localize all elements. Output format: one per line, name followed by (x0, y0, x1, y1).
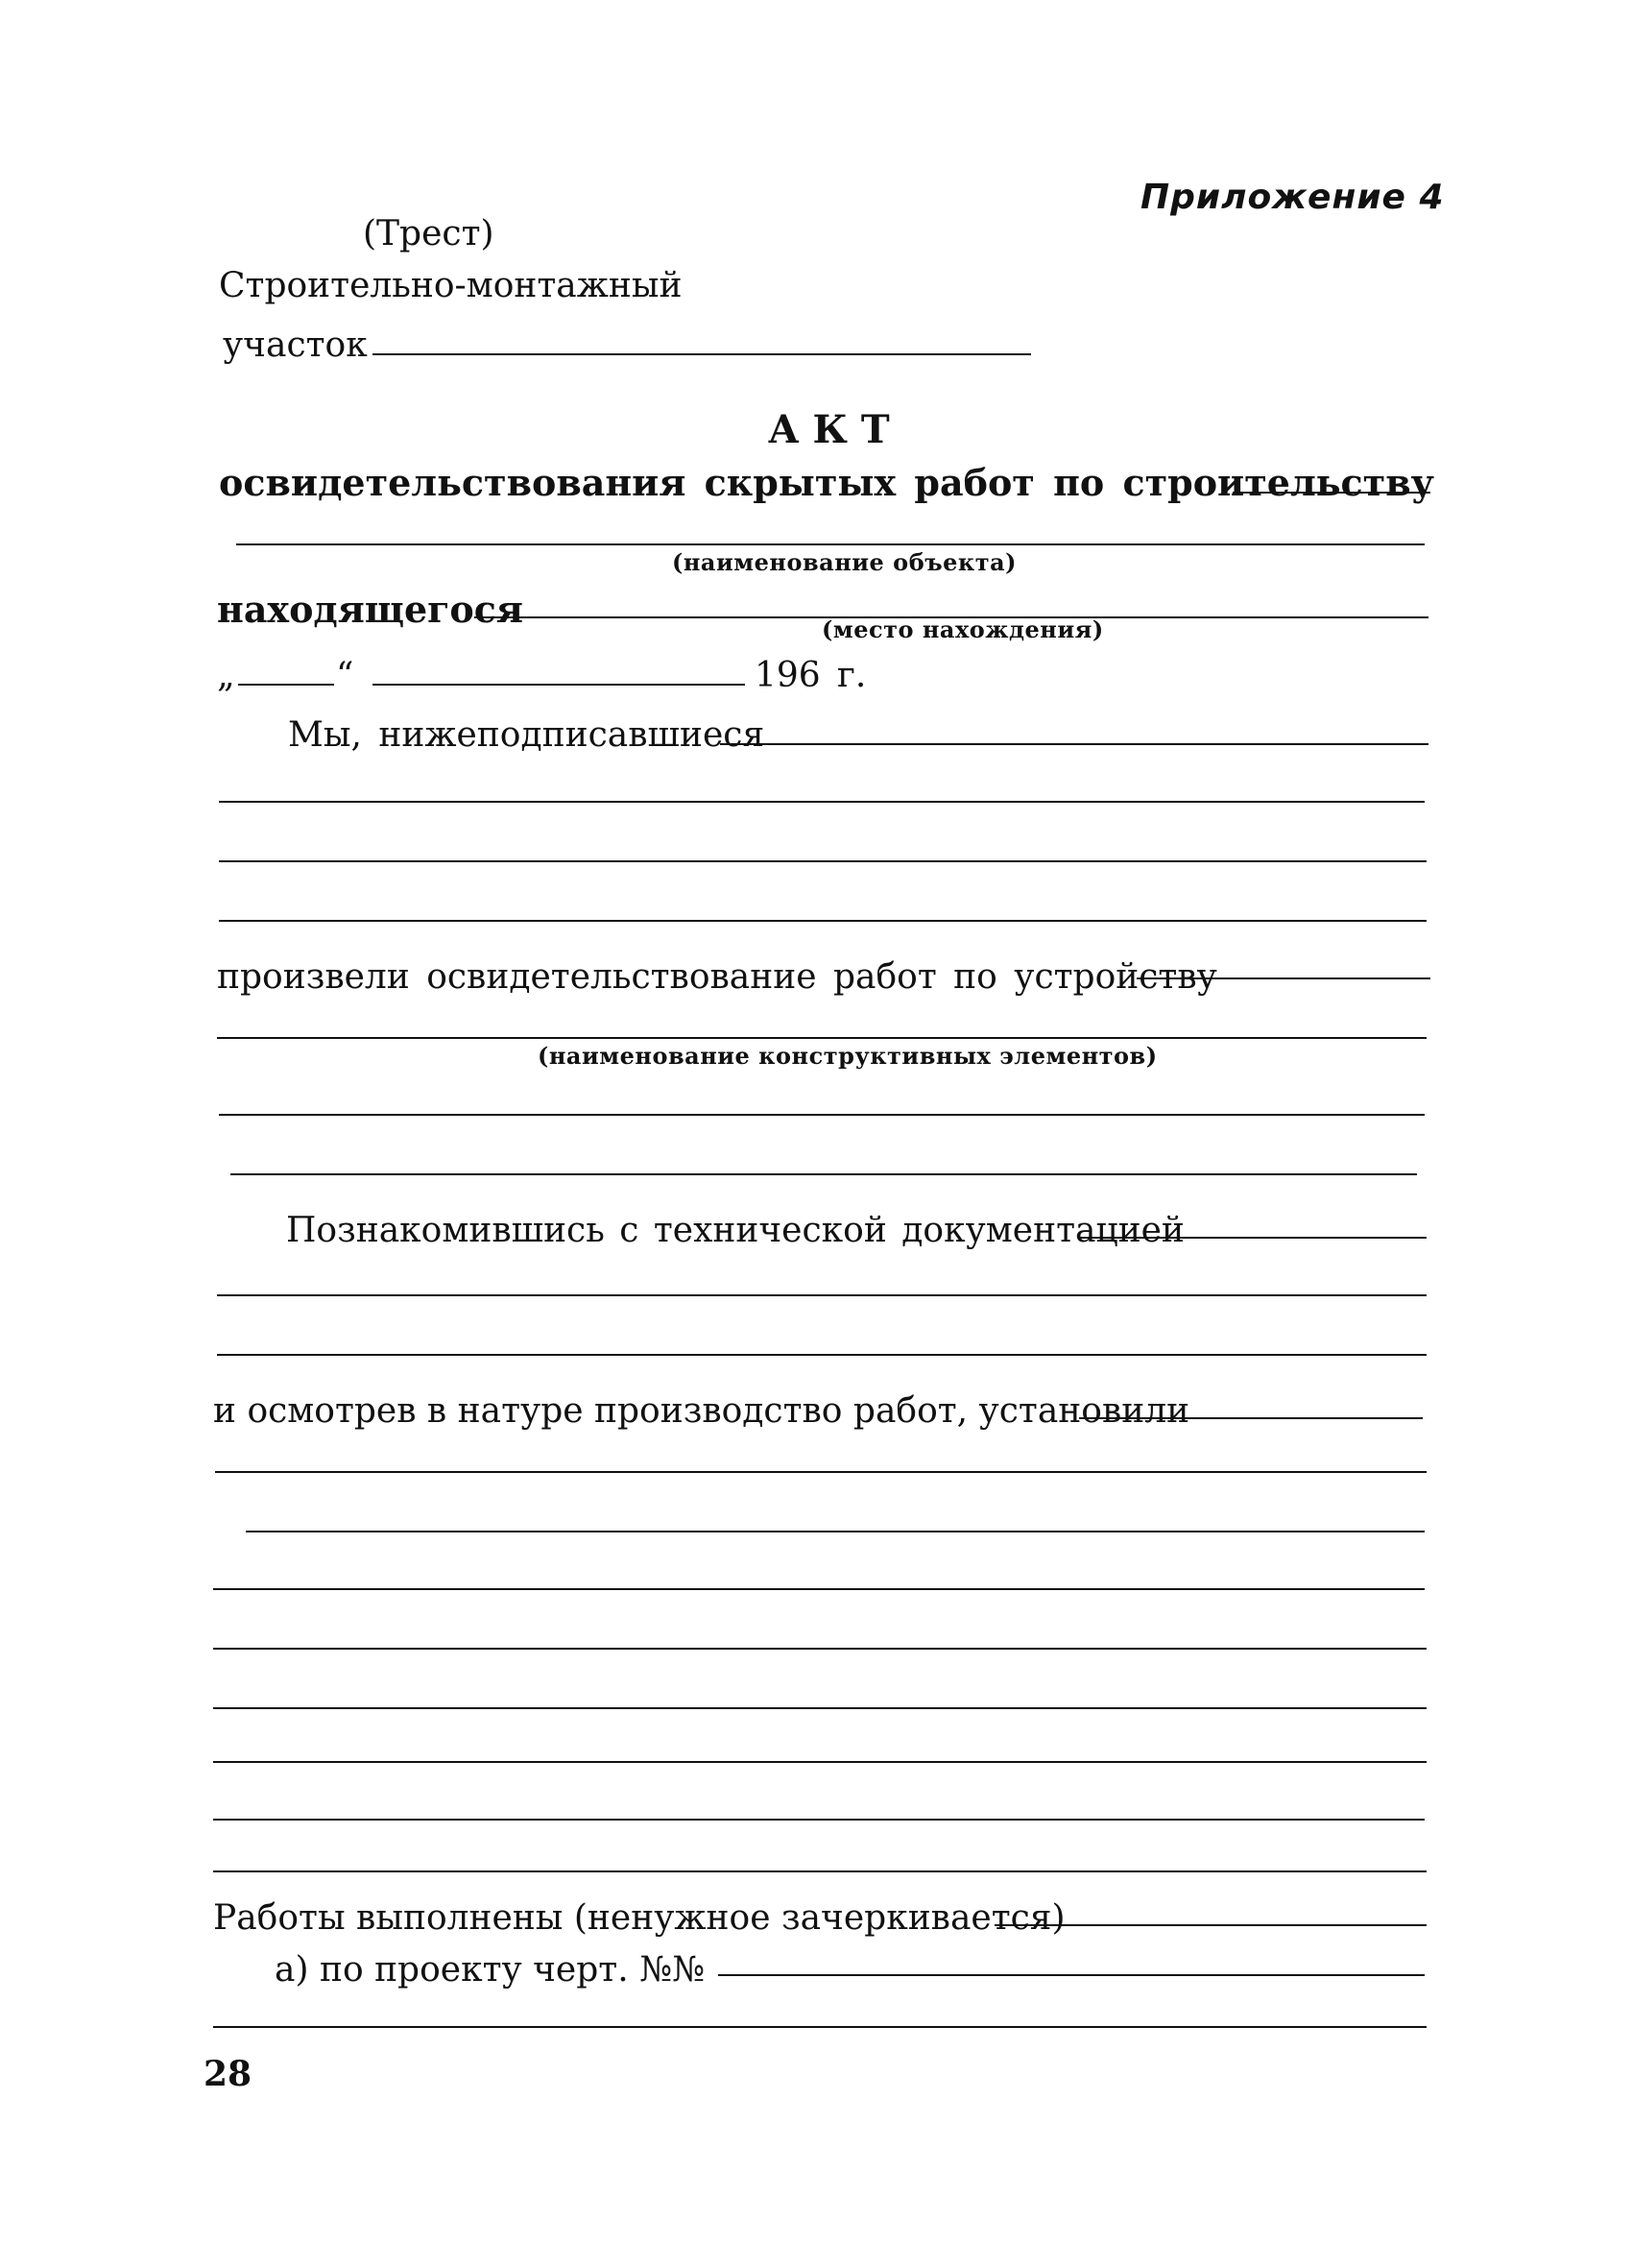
documentation-line-2 (217, 1294, 1427, 1296)
date-year-prefix: 196 (755, 656, 821, 695)
page-number: 28 (204, 2054, 252, 2094)
works-done-line (995, 1924, 1427, 1926)
organization-label: Строительно-монтажный (219, 266, 683, 305)
elements-field-line-4 (230, 1173, 1417, 1175)
located-label: находящегося (217, 588, 523, 631)
section-field-line (372, 353, 1031, 355)
date-day-line (238, 684, 334, 686)
findings-line-7 (213, 1761, 1427, 1763)
findings-line-6 (213, 1707, 1427, 1709)
findings-line-5 (213, 1648, 1427, 1650)
project-drawings-label: а) по проекту черт. №№ (275, 1950, 706, 1990)
elements-field-line-2 (217, 1037, 1427, 1039)
documentation-line-3 (217, 1354, 1427, 1356)
findings-line-4 (213, 1588, 1425, 1590)
object-field-line-2 (236, 543, 1425, 545)
elements-field-line-3 (219, 1114, 1425, 1116)
act-subtitle: освидетельствования скрытых работ по строительству (219, 461, 1434, 504)
undersigned-line-4 (219, 920, 1427, 922)
elements-field-line-1 (1137, 977, 1430, 979)
date-open-quote: „ (217, 656, 235, 695)
undersigned-line-2 (219, 801, 1425, 803)
act-title: А К Т (768, 407, 890, 452)
works-done-label: Работы выполнены (ненужное зачеркивается) (213, 1898, 1066, 1938)
findings-label: и осмотрев в натуре производство работ, установили (213, 1391, 1190, 1431)
appendix-label: Приложение 4 (1140, 178, 1445, 217)
object-field-line-1 (1233, 492, 1430, 494)
findings-line-1 (1079, 1417, 1423, 1419)
date-month-line (372, 684, 745, 686)
undersigned-line-1 (720, 743, 1428, 745)
findings-line-2 (215, 1471, 1427, 1473)
documentation-line-1 (1079, 1237, 1427, 1239)
findings-line-3 (246, 1531, 1425, 1532)
section-label: участок (223, 326, 368, 365)
location-caption: (место нахождения) (822, 615, 1104, 643)
object-caption: (наименование объекта) (672, 548, 1017, 576)
elements-caption: (наименование конструктивных элементов) (538, 1042, 1158, 1070)
project-drawings-line-2 (213, 2026, 1427, 2028)
performed-label: произвели освидетельствование работ по устройству (217, 957, 1217, 997)
undersigned-line-3 (219, 860, 1427, 862)
trust-label: (Трест) (363, 214, 494, 253)
date-close-quote: “ (336, 656, 354, 695)
findings-line-9 (213, 1870, 1427, 1872)
findings-line-8 (213, 1819, 1425, 1821)
project-drawings-line-1 (718, 1974, 1425, 1976)
undersigned-label: Мы, нижеподписавшиеся (288, 715, 765, 755)
date-year-suffix: г. (837, 656, 867, 695)
documentation-label: Познакомившись с технической документацией (286, 1211, 1185, 1250)
